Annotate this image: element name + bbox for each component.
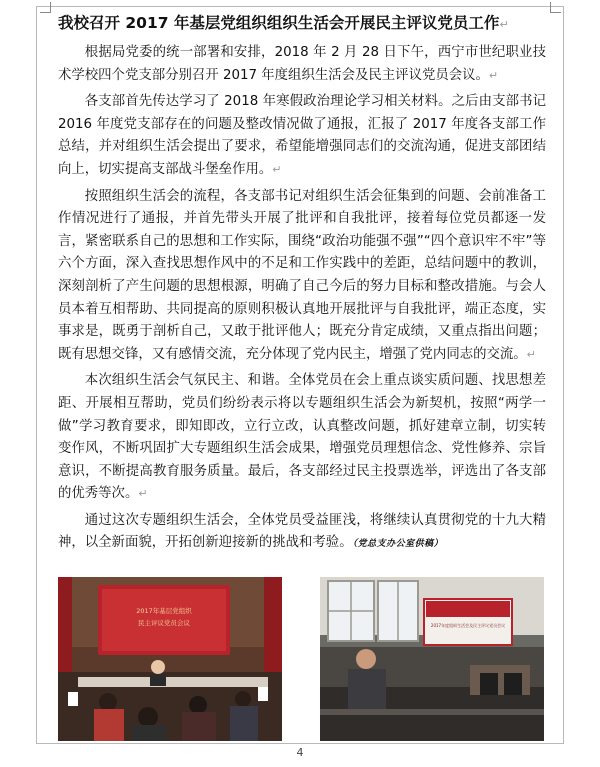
- article-body: [58, 12, 546, 560]
- paragraph-1: [58, 42, 546, 87]
- paragraph-text: 本次组织生活会气氛民主、和谐。全体党员在会上重点谈实质问题、找思想差距、开展相互帮助，党员们纷纷表示将以专题组织生活会为新契机，按照“两学一做”学习教育要求，即知即改，立行立改，认真整改问题，抓好建章立制，切实转变作风，不断巩固扩大专题组织生活会成果，增强党员理想信念、党性修养、宗旨意识，不断提高教育服务质量。最后，各支部经过民主投票选举，评选出了各支部的优秀等次。: [58, 373, 546, 502]
- meeting-photo-left: [58, 577, 282, 741]
- paragraph-text: 根据局党委的统一部署和安排，2018 年 2 月 28 日下午，西宁市世纪职业技术学校四个党支部分别召开 2017 年度组织生活会及民主评议党员会议。: [58, 45, 546, 83]
- paragraph-mark: ↵: [499, 18, 509, 31]
- corner-mark-left: [40, 2, 51, 13]
- article-title-text: 我校召开 2017 年基层党组织组织生活会开展民主评议党员工作: [58, 14, 500, 32]
- paragraph-text: 各支部首先传达学习了 2018 年寒假政治理论学习相关材料。之后由支部书记 2016 年度党支部存在的问题及整改情况做了通报，汇报了 2017 年度各支部工作总结，并对组织生活会提出了要求，希望能增强同志们的交流沟通，促进支部团结向上，切实提高支部战斗堡垒作用。: [58, 94, 546, 177]
- photo-row: [58, 577, 544, 741]
- article-title: [58, 12, 546, 36]
- paragraph-4: [58, 370, 546, 506]
- meeting-photo-right: [320, 577, 544, 741]
- paragraph-2: [58, 91, 546, 181]
- screen-title-right: 2017年度组织生活会及民主评议党员会议: [430, 623, 506, 628]
- screen-subtitle-left: 民主评议党员会议: [138, 619, 190, 627]
- paragraph-mark: ↵: [488, 68, 499, 82]
- paragraph-mark: ↵: [526, 347, 536, 361]
- paragraph-mark: ↵: [272, 162, 282, 176]
- corner-mark-right: [550, 2, 561, 13]
- page-number: 4: [296, 746, 304, 759]
- paragraph-mark: ↵: [138, 487, 148, 501]
- source-note: （党总支办公室供稿）: [352, 539, 444, 550]
- paragraph-text: 按照组织生活会的流程，各支部书记对组织生活会征集到的问题、会前准备工作情况进行了通报，并首先带头开展了批评和自我批评，接着每位党员都逐一发言，紧密联系自己的思想和工作实际，围绕“政治功能强不强”“四个意识牢不牢”等六个方面，深入查找思想作风中的不足和工作实践中的差距，总结问题中的教训，深刻剖析了产生问题的思想根源，明确了自己今后的努力目标和整改措施。与会人员本着互相帮助、共同提高的原则积极认真地开展批评与自我批评，端正态度，实事求是，既勇于剖析自己，又敢于批评他人；既充分肯定成绩，又重点指出问题；既有思想交锋，又有感情交流，充分体现了党内民主，增强了党内同志的交流。: [58, 188, 546, 362]
- paragraph-3: [58, 186, 546, 367]
- screen-title-left: 2017年基层党组织: [136, 607, 192, 615]
- paragraph-text: 通过这次专题组织生活会，全体党员受益匪浅，将继续认真贯彻党的十九大精神，以全新面貌，开拓创新迎接新的挑战和考验。: [58, 512, 546, 551]
- paragraph-5: [58, 510, 546, 556]
